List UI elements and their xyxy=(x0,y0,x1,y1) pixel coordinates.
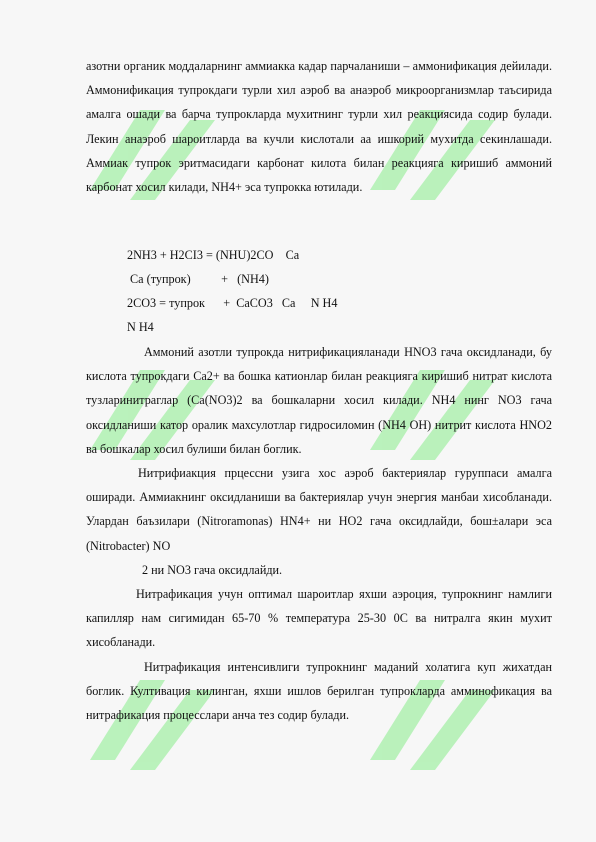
equation-line: 2NH3 + H2CI3 = (NHU)2CO Ca xyxy=(127,248,300,262)
equation-line: N H4 xyxy=(127,320,154,334)
paragraph: Нитрифиакция прцессни узига хос аэроб бактериялар гуруппаси амалга оширади. Аммиакнинг оксидланиши ва бактериялар учун энергия манбаи хисобланади. Улардан баъзилари (Nitroramonas) HN4+ ни HO2 гача оксидлайди, бош±алари эса (Nitrobacter) NO xyxy=(86,466,552,553)
paragraph: Нитрафикация учун оптимал шароитлар яхши аэроция, тупрокнинг намлиги капилляр нам сигимидан 65-70 % температура 25-30 0C ва нитралга якин мухит хисобланади. xyxy=(86,587,552,650)
paragraph: азотни органик моддаларнинг аммиакка кадар парчаланиши – аммонификация дейилади. Аммонификация тупрокдаги турли хил аэроб ва анаэроб микроорганизмлар таъсирида амалга ошади ва барча тупрокларда мухитнинг турли хил реакциясида содир булади. Лекин анаэроб шароитларда ва кучли кислотали аа ишкорий мухитда секинлашади. Аммиак тупрок эритмасидаги карбонат килота билан реакцияга киришиб аммоний карбонат хосил килади, NH4+ эса тупрокка ютилади. xyxy=(86,59,552,195)
paragraph: Нитрафикация интенсивлиги тупрокнинг маданий холатига куп жихатдан боглик. Култивация килинган, яхши ишлов берилган тупрокларда амминофикация ва нитрафикация процесслари анча тез содир булади. xyxy=(86,659,552,723)
equation-line: 2CO3 = тупрок + CaCO3 Ca N H4 xyxy=(127,296,338,310)
paragraph-block-2 xyxy=(86,340,552,727)
paragraph-block-1 xyxy=(86,54,552,199)
paragraph: 2 ни NO3 гача оксидлайди. xyxy=(142,562,283,577)
equation-line: Ca (тупрок) + (NH4) xyxy=(127,272,269,286)
paragraph: Аммоний азотли тупрокда нитрификацияланади HNO3 гача оксидланади, бу кислота тупрокдаги Ca2+ ва бошка катионлар билан реакцияга киришиб нитрат кислота тузларинитраглар (Ca(NO3)2 ва бошкаларни хосил килади. NH4 нинг NO3 гача оксидланиши катор оралик махсулотлар гидросиломин (NH4 OH) нитрит кислота HNO2 ва бошкалар хосил булиши билан боглик. xyxy=(86,345,552,456)
